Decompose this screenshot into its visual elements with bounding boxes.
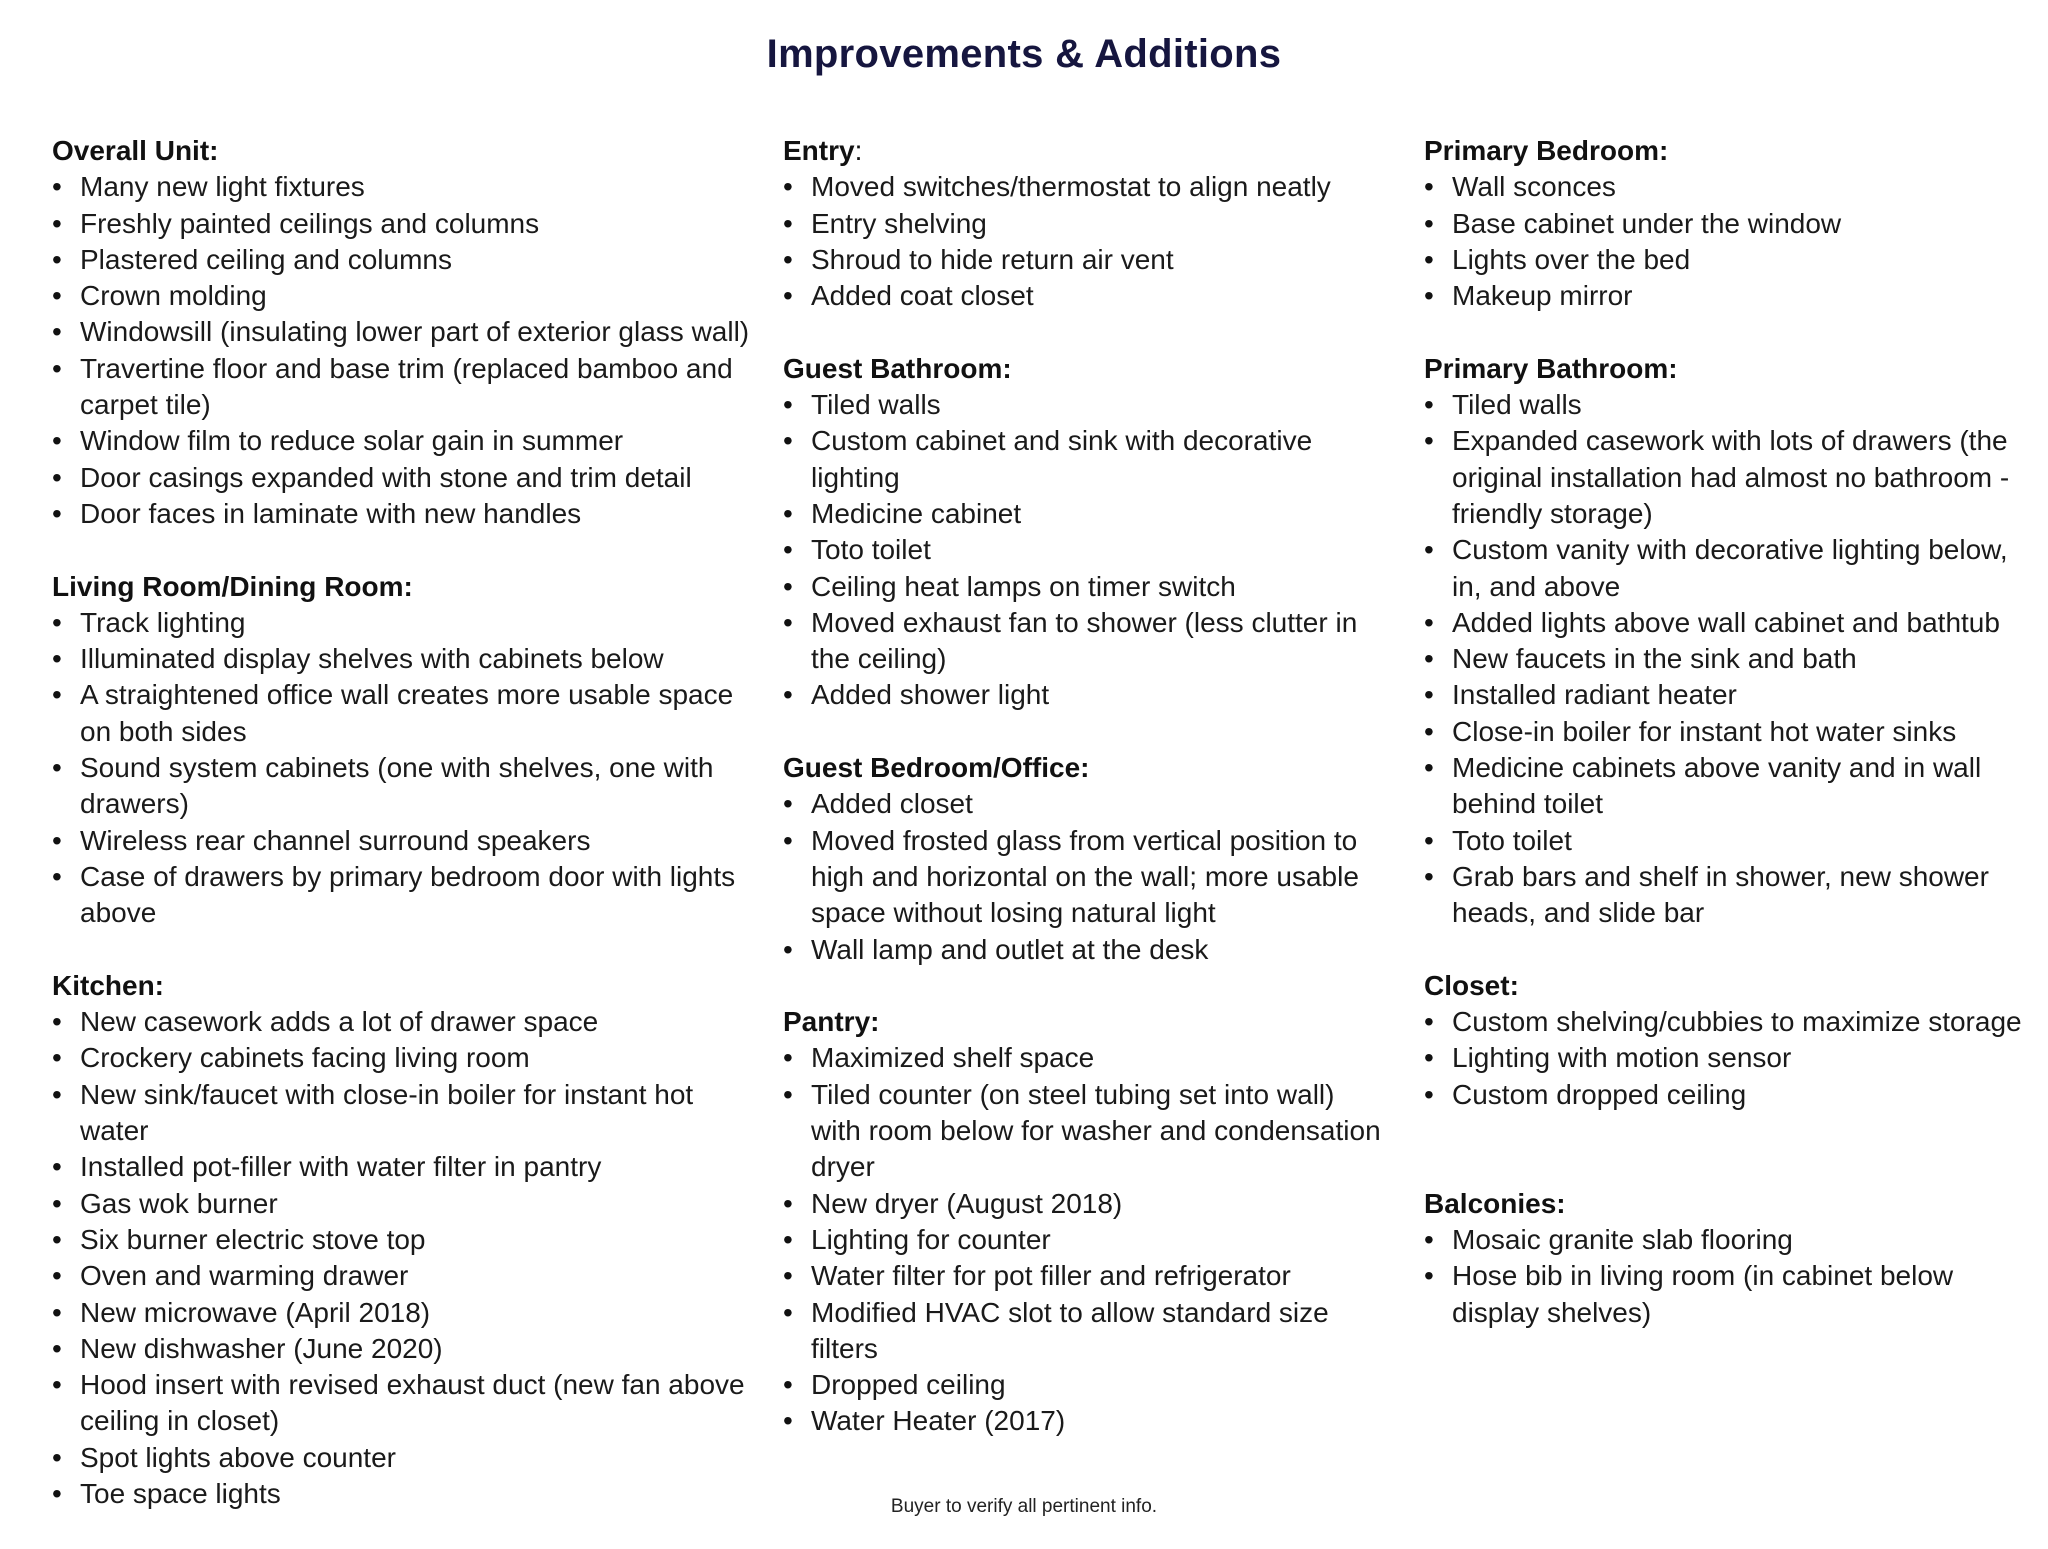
column-left	[52, 133, 762, 1549]
list-item: • Dropped ceiling	[783, 1367, 1383, 1403]
list-item: • Wall sconces	[1424, 169, 2024, 205]
section-heading-text: Overall Unit:	[52, 135, 219, 166]
section-heading-text: Balconies:	[1424, 1187, 1566, 1219]
bullet-list	[783, 786, 1383, 967]
list-item: • New dryer (August 2018)	[783, 1186, 1383, 1222]
section-entry	[783, 133, 1383, 314]
list-item: • New sink/faucet with close-in boiler for instant hot water	[52, 1077, 762, 1150]
list-item: • Close-in boiler for instant hot water sinks	[1424, 714, 2024, 750]
list-item: • Makeup mirror	[1424, 278, 2024, 314]
list-item: • Moved frosted glass from vertical position to high and horizontal on the wall; more usable space without losing natural light	[783, 823, 1383, 932]
section-heading	[1424, 351, 2024, 387]
list-item: • Mosaic granite slab flooring	[1424, 1222, 2024, 1258]
list-item: • Expanded casework with lots of drawers (the original installation had almost no bathroom -friendly storage)	[1424, 423, 2024, 532]
list-item: • Custom vanity with decorative lighting below, in, and above	[1424, 532, 2024, 605]
list-item: • Water filter for pot filler and refrigerator	[783, 1258, 1383, 1294]
list-item: • Tiled walls	[783, 387, 1383, 423]
list-item: • Custom cabinet and sink with decorative lighting	[783, 423, 1383, 496]
section-heading-text: Entry	[783, 135, 855, 166]
footer-disclaimer: Buyer to verify all pertinent info.	[890, 1496, 1158, 1517]
section-primary-bedroom	[1424, 133, 2024, 314]
list-item: • Added coat closet	[783, 278, 1383, 314]
list-item: • Shroud to hide return air vent	[783, 242, 1383, 278]
list-item: • Maximized shelf space	[783, 1040, 1383, 1076]
list-item: • Installed pot-filler with water filter in pantry	[52, 1149, 762, 1185]
list-item: • Oven and warming drawer	[52, 1258, 762, 1294]
list-item: • New faucets in the sink and bath	[1424, 641, 2024, 677]
list-item: • Crown molding	[52, 278, 762, 314]
list-item: • Custom dropped ceiling	[1424, 1077, 2024, 1113]
list-item: • Moved exhaust fan to shower (less clutter in the ceiling)	[783, 605, 1383, 678]
bullet-list	[1424, 1222, 2024, 1331]
list-item: • Travertine floor and base trim (replaced bamboo and carpet tile)	[52, 351, 762, 424]
list-item: • Added lights above wall cabinet and bathtub	[1424, 605, 2024, 641]
section-heading	[1424, 968, 2024, 1004]
list-item: • Wireless rear channel surround speakers	[52, 823, 762, 859]
section-heading	[52, 569, 762, 605]
list-item: • Medicine cabinet	[783, 496, 1383, 532]
section-balconies	[1424, 1186, 2024, 1331]
list-item: • Grab bars and shelf in shower, new shower heads, and slide bar	[1424, 859, 2024, 932]
section-heading-suffix: :	[854, 135, 863, 166]
list-item: • Lighting with motion sensor	[1424, 1040, 2024, 1076]
list-item: • New microwave (April 2018)	[52, 1295, 762, 1331]
section-primary-bathroom	[1424, 351, 2024, 932]
list-item: • Door faces in laminate with new handles	[52, 496, 762, 532]
list-item: • Toto toilet	[783, 532, 1383, 568]
section-living-room-dining-room	[52, 569, 762, 932]
list-item: • Spot lights above counter	[52, 1440, 762, 1476]
list-item: • New casework adds a lot of drawer space	[52, 1004, 762, 1040]
section-overall-unit	[52, 133, 762, 532]
section-spacer	[1424, 1149, 2024, 1185]
list-item: • Illuminated display shelves with cabinets below	[52, 641, 762, 677]
list-item: • Door casings expanded with stone and trim detail	[52, 460, 762, 496]
list-item: • Moved switches/thermostat to align neatly	[783, 169, 1383, 205]
section-guest-bedroom-office	[783, 750, 1383, 968]
list-item: • Hood insert with revised exhaust duct (new fan above ceiling in closet)	[52, 1367, 762, 1440]
section-heading-text: Pantry:	[783, 1006, 880, 1038]
section-heading	[783, 750, 1383, 786]
list-item: • Base cabinet under the window	[1424, 206, 2024, 242]
list-item: • Toe space lights	[52, 1476, 762, 1512]
section-heading	[1424, 1186, 2024, 1222]
section-heading	[52, 968, 762, 1004]
list-item: • Entry shelving	[783, 206, 1383, 242]
section-heading-text: Primary Bedroom:	[1424, 135, 1669, 166]
section-kitchen	[52, 968, 762, 1512]
section-heading	[1424, 133, 2024, 169]
section-heading-text: Guest Bedroom/Office:	[783, 752, 1090, 784]
list-item: • Windowsill (insulating lower part of exterior glass wall)	[52, 314, 762, 350]
list-item: • Wall lamp and outlet at the desk	[783, 932, 1383, 968]
list-item: • Custom shelving/cubbies to maximize storage	[1424, 1004, 2024, 1040]
list-item: • Case of drawers by primary bedroom door with lights above	[52, 859, 762, 932]
list-item: • A straightened office wall creates more usable space on both sides	[52, 677, 762, 750]
bullet-list	[1424, 387, 2024, 931]
list-item: • Installed radiant heater	[1424, 677, 2024, 713]
list-item: • Modified HVAC slot to allow standard size filters	[783, 1295, 1383, 1368]
section-heading	[783, 133, 1383, 169]
column-right	[1424, 133, 2024, 1367]
section-heading	[52, 133, 762, 169]
list-item: • Water Heater (2017)	[783, 1403, 1383, 1439]
list-item: • Medicine cabinets above vanity and in wall behind toilet	[1424, 750, 2024, 823]
list-item: • Sound system cabinets (one with shelves, one with drawers)	[52, 750, 762, 823]
list-item: • Freshly painted ceilings and columns	[52, 206, 762, 242]
list-item: • Track lighting	[52, 605, 762, 641]
list-item: • Lights over the bed	[1424, 242, 2024, 278]
bullet-list	[783, 387, 1383, 714]
list-item: • Lighting for counter	[783, 1222, 1383, 1258]
section-guest-bathroom	[783, 351, 1383, 714]
section-closet	[1424, 968, 2024, 1113]
bullet-list	[52, 1004, 762, 1512]
page-title: Improvements & Additions	[766, 32, 1282, 76]
section-heading-text: Kitchen:	[52, 969, 164, 1001]
column-middle	[783, 133, 1383, 1476]
list-item: • Ceiling heat lamps on timer switch	[783, 569, 1383, 605]
list-item: • Window film to reduce solar gain in summer	[52, 423, 762, 459]
bullet-list	[783, 1040, 1383, 1439]
section-heading-text: Primary Bathroom:	[1424, 352, 1678, 384]
list-item: • New dishwasher (June 2020)	[52, 1331, 762, 1367]
bullet-list	[52, 169, 762, 532]
list-item: • Gas wok burner	[52, 1186, 762, 1222]
bullet-list	[52, 605, 762, 932]
bullet-list	[783, 169, 1383, 314]
section-pantry	[783, 1004, 1383, 1440]
list-item: • Hose bib in living room (in cabinet below display shelves)	[1424, 1258, 2024, 1331]
list-item: • Six burner electric stove top	[52, 1222, 762, 1258]
list-item: • Added shower light	[783, 677, 1383, 713]
bullet-list	[1424, 169, 2024, 314]
section-heading-text: Closet:	[1424, 969, 1519, 1001]
list-item: • Crockery cabinets facing living room	[52, 1040, 762, 1076]
list-item: • Plastered ceiling and columns	[52, 242, 762, 278]
list-item: • Tiled walls	[1424, 387, 2024, 423]
bullet-list	[1424, 1004, 2024, 1113]
list-item: • Many new light fixtures	[52, 169, 762, 205]
section-heading	[783, 351, 1383, 387]
section-heading-text: Guest Bathroom:	[783, 352, 1012, 384]
list-item: • Toto toilet	[1424, 823, 2024, 859]
section-heading	[783, 1004, 1383, 1040]
section-heading-text: Living Room/Dining Room:	[52, 570, 413, 602]
list-item: • Tiled counter (on steel tubing set into wall) with room below for washer and condensation dryer	[783, 1077, 1383, 1186]
list-item: • Added closet	[783, 786, 1383, 822]
